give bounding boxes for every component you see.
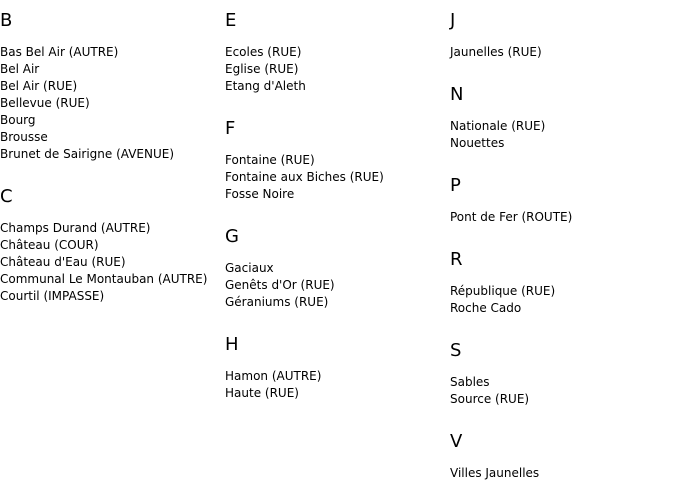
street-link[interactable]: Gaciaux: [225, 261, 274, 275]
street-link[interactable]: Ecoles (RUE): [225, 45, 302, 59]
street-link[interactable]: Champs Durand (AUTRE): [0, 221, 151, 235]
index-column-3: [450, 8, 675, 482]
letter-group-j: [450, 8, 675, 61]
street-link[interactable]: Nouettes: [450, 136, 505, 150]
letter-group-c: [0, 184, 225, 305]
street-link[interactable]: Bourg: [0, 113, 36, 127]
group-spacer: [450, 226, 675, 247]
street-list: [450, 44, 675, 61]
letter-heading: R: [450, 249, 463, 270]
letter-group-n: [450, 82, 675, 152]
street-link[interactable]: Fontaine (RUE): [225, 153, 315, 167]
street-link[interactable]: Jaunelles (RUE): [450, 45, 542, 59]
index-column-2: [225, 8, 450, 402]
letter-group-f: [225, 116, 450, 203]
group-spacer: [450, 317, 675, 338]
letter-group-p: [450, 173, 675, 226]
street-list: [0, 44, 225, 163]
group-spacer: [225, 203, 450, 224]
street-list: [225, 152, 450, 203]
letter-heading: P: [450, 175, 461, 196]
street-link[interactable]: Bel Air: [0, 62, 40, 76]
letter-group-s: [450, 338, 675, 408]
street-link[interactable]: Source (RUE): [450, 392, 530, 406]
street-link[interactable]: Nationale (RUE): [450, 119, 546, 133]
street-link[interactable]: Sables: [450, 375, 490, 389]
letter-group-g: [225, 224, 450, 311]
index-column-1: [0, 8, 225, 305]
group-spacer: [450, 152, 675, 173]
letter-heading: G: [225, 226, 239, 247]
street-list: [0, 220, 225, 305]
letter-heading: J: [450, 10, 456, 31]
letter-group-b: [0, 8, 225, 163]
street-list: [450, 118, 675, 152]
letter-group-h: [225, 332, 450, 402]
letter-heading: B: [0, 10, 13, 31]
letter-group-v: [450, 429, 675, 482]
street-link[interactable]: Château (COUR): [0, 238, 99, 252]
letter-heading: F: [225, 118, 236, 139]
street-link[interactable]: Courtil (IMPASSE): [0, 289, 105, 303]
street-list: [225, 44, 450, 95]
group-spacer: [450, 61, 675, 82]
street-link[interactable]: Géraniums (RUE): [225, 295, 329, 309]
street-link[interactable]: Brunet de Sairigne (AVENUE): [0, 147, 175, 161]
street-list: [450, 465, 675, 482]
street-list: [225, 368, 450, 402]
street-link[interactable]: Eglise (RUE): [225, 62, 299, 76]
street-link[interactable]: République (RUE): [450, 284, 556, 298]
street-link[interactable]: Bel Air (RUE): [0, 79, 78, 93]
street-link[interactable]: Hamon (AUTRE): [225, 369, 322, 383]
street-link[interactable]: Fontaine aux Biches (RUE): [225, 170, 384, 184]
street-link[interactable]: Brousse: [0, 130, 48, 144]
street-list: [450, 283, 675, 317]
group-spacer: [225, 311, 450, 332]
group-spacer: [0, 163, 225, 184]
street-link[interactable]: Villes Jaunelles: [450, 466, 540, 480]
letter-group-e: [225, 8, 450, 95]
letter-heading: V: [450, 431, 463, 452]
street-link[interactable]: Etang d'Aleth: [225, 79, 306, 93]
letter-heading: E: [225, 10, 237, 31]
letter-heading: H: [225, 334, 239, 355]
street-link[interactable]: Château d'Eau (RUE): [0, 255, 126, 269]
letter-heading: N: [450, 84, 464, 105]
letter-group-r: [450, 247, 675, 317]
street-list: [450, 374, 675, 408]
street-list: [225, 260, 450, 311]
street-link[interactable]: Haute (RUE): [225, 386, 299, 400]
street-link[interactable]: Genêts d'Or (RUE): [225, 278, 335, 292]
letter-heading: C: [0, 186, 13, 207]
letter-heading: S: [450, 340, 462, 361]
street-link[interactable]: Bas Bel Air (AUTRE): [0, 45, 119, 59]
group-spacer: [225, 95, 450, 116]
street-link[interactable]: Pont de Fer (ROUTE): [450, 210, 573, 224]
group-spacer: [450, 408, 675, 429]
street-link[interactable]: Roche Cado: [450, 301, 522, 315]
street-list: [450, 209, 675, 226]
street-link[interactable]: Bellevue (RUE): [0, 96, 90, 110]
street-link[interactable]: Fosse Noire: [225, 187, 295, 201]
street-link[interactable]: Communal Le Montauban (AUTRE): [0, 272, 208, 286]
